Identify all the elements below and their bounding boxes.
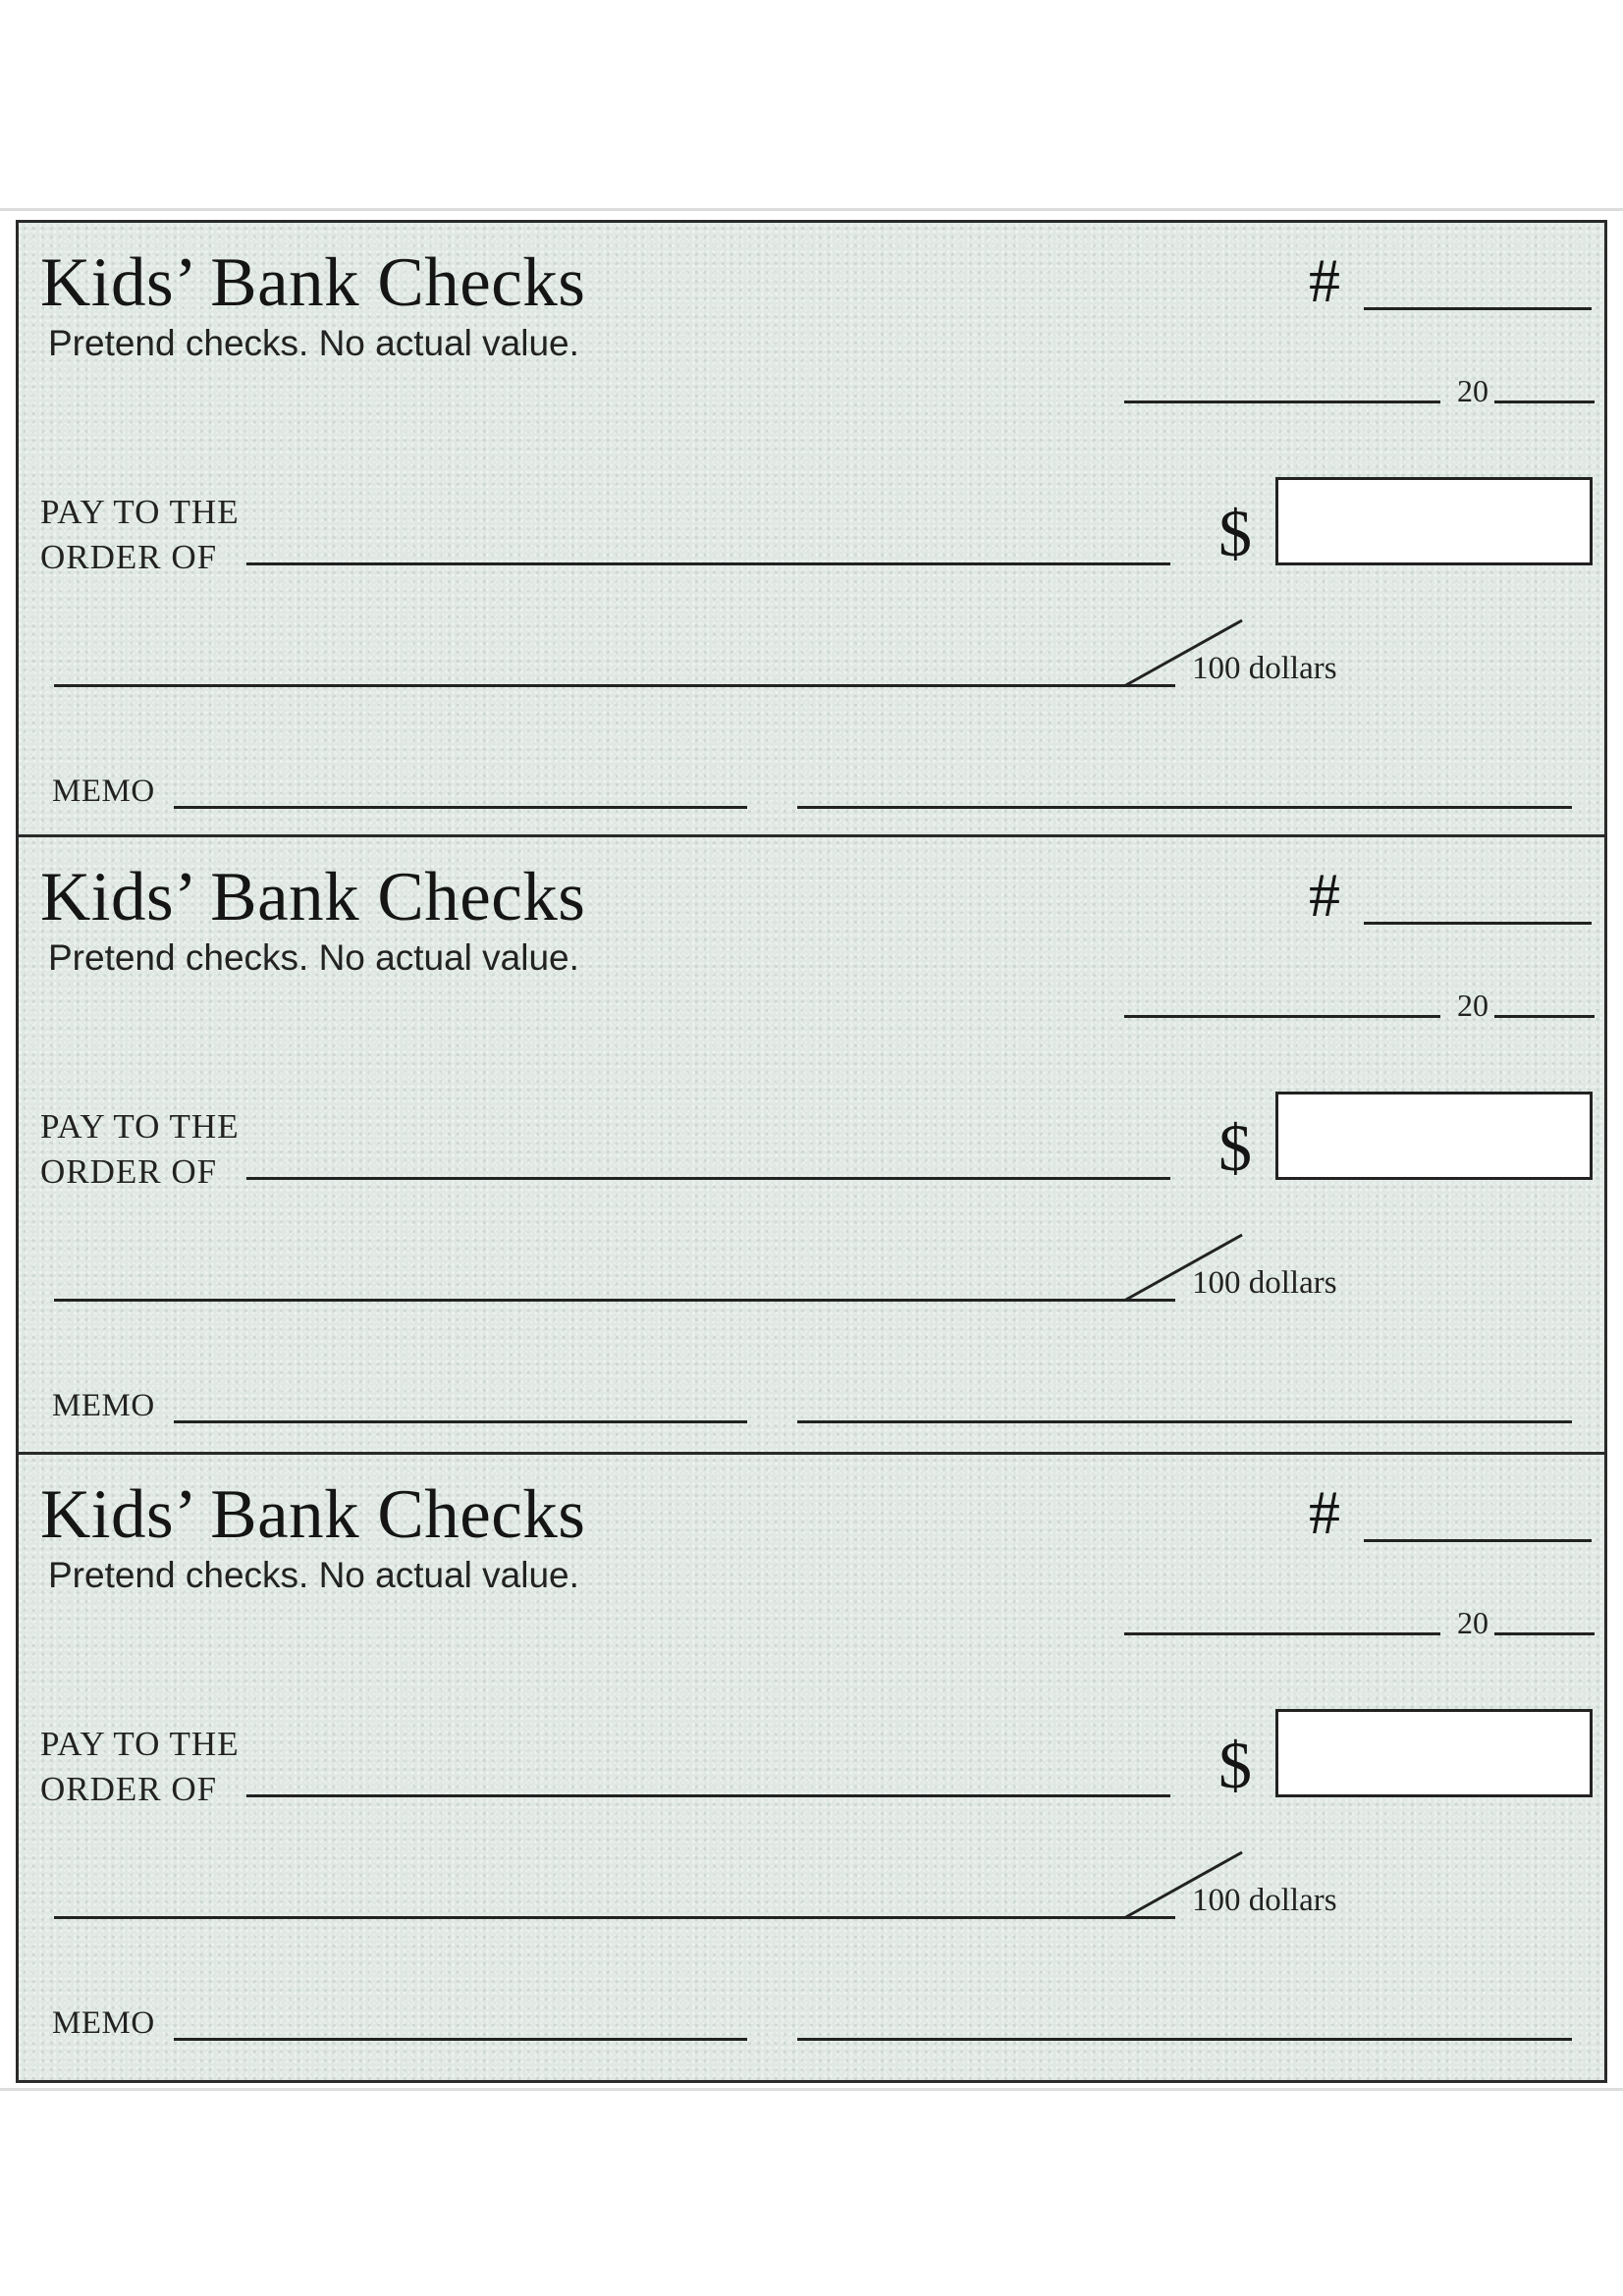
pay-to-label <box>40 1722 240 1812</box>
pay-to-label <box>40 490 240 580</box>
date-year-line[interactable] <box>1494 1015 1595 1018</box>
date-century-label: 20 <box>1457 1605 1488 1640</box>
date-line[interactable] <box>1124 1632 1440 1635</box>
payee-line[interactable] <box>246 1177 1170 1180</box>
date-century-label: 20 <box>1457 988 1488 1023</box>
dollar-sign: $ <box>1218 1728 1252 1802</box>
pay-to-label-line2: ORDER OF <box>40 1152 218 1192</box>
check-subtitle: Pretend checks. No actual value. <box>48 323 579 363</box>
cents-dollars-label: 100 dollars <box>1192 1883 1337 1918</box>
check-subtitle: Pretend checks. No actual value. <box>48 937 579 978</box>
pay-to-label <box>40 1104 240 1195</box>
cents-dollars-label: 100 dollars <box>1192 651 1337 686</box>
signature-line[interactable] <box>797 2038 1572 2041</box>
amount-box[interactable] <box>1275 477 1593 565</box>
amount-in-words-line[interactable] <box>54 1299 1175 1302</box>
cents-dollars-label: 100 dollars <box>1192 1265 1337 1301</box>
pay-to-label-line1: PAY TO THE <box>40 1107 240 1146</box>
check-number-symbol: # <box>1309 1477 1340 1547</box>
pay-to-label-line1: PAY TO THE <box>40 493 240 531</box>
pay-to-label-line2: ORDER OF <box>40 538 218 577</box>
memo-label: MEMO <box>52 2005 155 2041</box>
date-line[interactable] <box>1124 1015 1440 1018</box>
payee-line[interactable] <box>246 562 1170 565</box>
memo-line[interactable] <box>174 2038 747 2041</box>
memo-label: MEMO <box>52 1388 155 1423</box>
check-number-symbol: # <box>1309 860 1340 930</box>
date-year-line[interactable] <box>1494 1632 1595 1635</box>
check-number-line[interactable] <box>1364 307 1592 310</box>
memo-label: MEMO <box>52 774 155 809</box>
memo-line[interactable] <box>174 1420 747 1423</box>
check-number-symbol: # <box>1309 245 1340 315</box>
check-number-line[interactable] <box>1364 922 1592 925</box>
memo-line[interactable] <box>174 806 747 809</box>
check-subtitle: Pretend checks. No actual value. <box>48 1555 579 1595</box>
dollar-sign: $ <box>1218 496 1252 570</box>
check-title: Kids’ Bank Checks <box>40 244 586 321</box>
check-title: Kids’ Bank Checks <box>40 1476 586 1553</box>
signature-line[interactable] <box>797 1420 1572 1423</box>
signature-line[interactable] <box>797 806 1572 809</box>
date-century-label: 20 <box>1457 373 1488 408</box>
date-line[interactable] <box>1124 400 1440 403</box>
amount-in-words-line[interactable] <box>54 684 1175 687</box>
check-title: Kids’ Bank Checks <box>40 859 586 935</box>
payee-line[interactable] <box>246 1794 1170 1797</box>
check-number-line[interactable] <box>1364 1539 1592 1542</box>
amount-box[interactable] <box>1275 1709 1593 1797</box>
amount-box[interactable] <box>1275 1092 1593 1180</box>
dollar-sign: $ <box>1218 1110 1252 1185</box>
date-year-line[interactable] <box>1494 400 1595 403</box>
check-1 <box>16 220 1607 837</box>
amount-in-words-line[interactable] <box>54 1916 1175 1919</box>
pay-to-label-line1: PAY TO THE <box>40 1725 240 1763</box>
check-2 <box>16 834 1607 1455</box>
pay-to-label-line2: ORDER OF <box>40 1770 218 1809</box>
check-3 <box>16 1452 1607 2083</box>
